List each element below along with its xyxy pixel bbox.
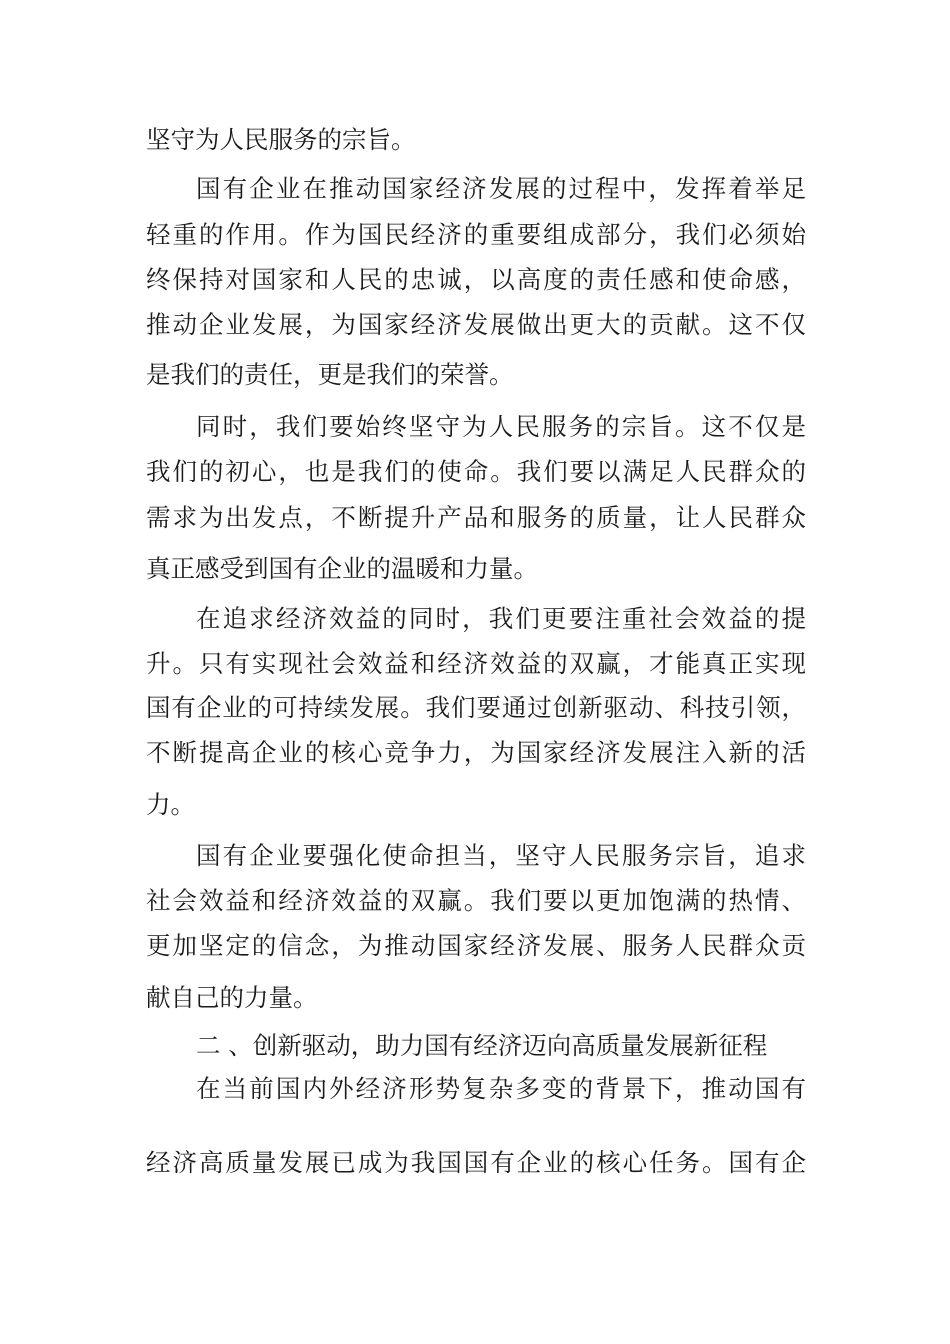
text-line: 更加坚定的信念，为推动国家经济发展、服务人民群众贡 xyxy=(146,931,806,960)
paragraph-first-line: 国有企业在推动国家经济发展的过程中，发挥着举足 xyxy=(196,174,806,203)
paragraph-first-line: 同时，我们要始终坚守为人民服务的宗旨。这不仅是 xyxy=(196,412,806,441)
section-heading: 二 、创新驱动，助力国有经济迈向高质量发展新征程 xyxy=(196,1031,768,1060)
text-line: 终保持对国家和人民的忠诚，以高度的责任感和使命感， xyxy=(146,265,806,294)
text-line: 经济高质量发展已成为我国国有企业的核心任务。国有企 xyxy=(146,1148,806,1177)
paragraph-first-line: 在当前国内外经济形势复杂多变的背景下，推动国有 xyxy=(196,1074,806,1103)
text-line: 国有企业的可持续发展。我们要通过创新驱动、科技引领， xyxy=(146,693,806,722)
text-line: 坚守为人民服务的宗旨。 xyxy=(146,125,416,154)
text-line: 升。只有实现社会效益和经济效益的双赢，才能真正实现 xyxy=(146,649,806,678)
text-line: 不断提高企业的核心竞争力，为国家经济发展注入新的活 xyxy=(146,738,806,767)
paragraph-first-line: 国有企业要强化使命担当，坚守人民服务宗旨，追求 xyxy=(196,841,806,870)
text-line: 献自己的力量。 xyxy=(146,983,318,1012)
text-line: 需求为出发点，不断提升产品和服务的质量，让人民群众 xyxy=(146,503,806,532)
text-line: 力。 xyxy=(146,790,195,819)
text-line: 我们的初心，也是我们的使命。我们要以满足人民群众的 xyxy=(146,457,806,486)
text-line: 推动企业发展，为国家经济发展做出更大的贡献。这不仅 xyxy=(146,310,806,339)
text-line: 社会效益和经济效益的双赢。我们要以更加饱满的热情、 xyxy=(146,886,806,915)
text-line: 轻重的作用。作为国民经济的重要组成部分，我们必须始 xyxy=(146,220,806,249)
text-line: 真正感受到国有企业的温暖和力量。 xyxy=(146,554,538,583)
text-line: 是我们的责任，更是我们的荣誉。 xyxy=(146,360,514,389)
paragraph-first-line: 在追求经济效益的同时，我们更要注重社会效益的提 xyxy=(196,604,806,633)
